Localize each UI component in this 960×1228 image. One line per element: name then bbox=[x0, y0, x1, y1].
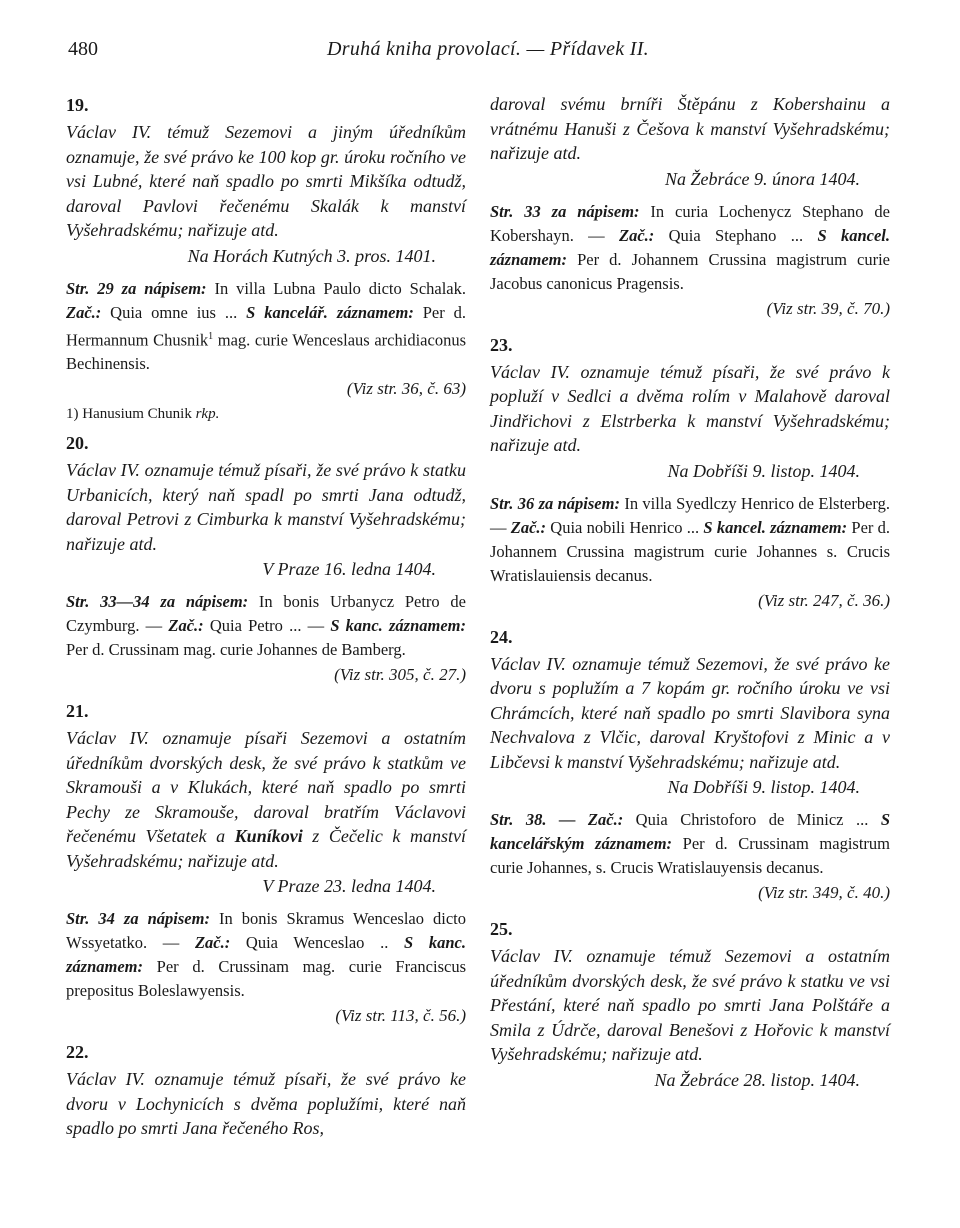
entry-place-date: Na Dobříši 9. listop. 1404. bbox=[667, 460, 860, 481]
running-title: Druhá kniha provolací. — Přídavek II. bbox=[327, 38, 649, 60]
entry-place-date: Na Žebráce 9. února 1404. bbox=[665, 168, 860, 189]
entry-text: daroval svému brníři Štěpánu z Kobershainu a vrátnému Hanuši z Češova k manství Vyšehradskému; nařizuje atd. bbox=[490, 94, 890, 163]
cross-reference: (Viz str. 349, č. 40.) bbox=[758, 883, 890, 902]
entry-place-date: V Praze 16. ledna 1404. bbox=[262, 559, 436, 579]
entry-number: 20. bbox=[66, 433, 89, 453]
left-column bbox=[66, 92, 466, 1141]
cross-reference: (Viz str. 247, č. 36.) bbox=[758, 590, 890, 610]
entry-place-date: V Praze 23. ledna 1404. bbox=[262, 876, 436, 896]
archive-note: Str. 33—34 za nápisem: In bonis Urbanycz Petro de Czymburg. — Zač.: Quia Petro ... — S kanc. záznamem: Per d. Crussinam mag. curie Johannes de Bamberg. bbox=[66, 592, 466, 659]
right-column bbox=[490, 92, 890, 1101]
entry-text: Václav IV. oznamuje témuž Sezemovi, že své právo ke dvoru s poplužím a 7 kopám gr. ročního úroku ve vsi Chrámcích, které naň spadlo po smrti Slavibora syna Nechvalova z Vlčic, daroval Kryštofovi z Minic a v Libčevsi k manství Vyšehradskému; nařizuje atd. bbox=[490, 653, 890, 772]
archive-note: Str. 38. — Zač.: Quia Christoforo de Minicz ... S kancelářským záznamem: Per d. Crussinam magistrum curie Johannes, s. Crucis Wratislauyensis decanus. bbox=[490, 810, 890, 877]
cross-reference: (Viz str. 113, č. 56.) bbox=[335, 1006, 466, 1025]
archive-note: Str. 34 za nápisem: In bonis Skramus Wenceslao dicto Wssyetatko. — Zač.: Quia Wenceslao .. S kanc. záznamem: Per d. Crussinam mag. curie Franciscus prepositus Boleslawyensis. bbox=[66, 909, 467, 1000]
entry-text: Václav IV. oznamuje témuž Sezemovi a ostatním úředníkům dvorských desk, že své právo k statku ve vsi Přestání, které naň spadlo po smrti Jana Polštáře a Smila z Údrče, daroval Benešovi z Hořovic k manství Vyšehradskému; nařizuje atd. bbox=[490, 946, 890, 1064]
entry-number: 25. bbox=[490, 919, 513, 939]
entry-number: 24. bbox=[490, 626, 513, 647]
entry-text: Václav IV. oznamuje písaři Sezemovi a ostatním úředníkům dvorských desk, že své právo k statkům ve Skramouši a v Klukách, které naň spadlo po smrti Pechy ze Skramouše, daroval bratřím Václavovi řečenému Všetatek a Kuníkovi z Čečelic k manství Vyšehradskému; nařizuje atd. bbox=[66, 728, 466, 871]
entry-number: 19. bbox=[66, 95, 89, 115]
entry-text: Václav IV. oznamuje témuž písaři, že své právo k popluží v Sedlci a dvěma rolím v Malahově daroval Jindřichovi z Elstrberka k manství Vyšehradskému; nařizuje atd. bbox=[490, 361, 890, 455]
archive-note: Str. 29 za nápisem: In villa Lubna Paulo dicto Schalak. Zač.: Quia omne ius ... S kancelář. záznamem: Per d. Hermannum Chusnik$^1$ mag. curie Wenceslaus archidiaconus Bechinensis. bbox=[66, 278, 467, 373]
entry-text: Václav IV. témuž Sezemovi a jiným úředníkům oznamuje, že své právo ke 100 kop gr. úroku ročního ve vsi Lubné, které naň spadlo po smrti Mikšíka odtudž, daroval Pavlovi řečenému Skalák k manství Vyšehradskému; nařizuje atd. bbox=[66, 122, 466, 240]
cross-reference: (Viz str. 39, č. 70.) bbox=[766, 298, 890, 318]
footnote: 1) Hanusium Chunik rkp. bbox=[66, 406, 220, 422]
cross-reference: (Viz str. 36, č. 63) bbox=[346, 379, 466, 398]
entry-number: 23. bbox=[490, 334, 513, 355]
entry-number: 22. bbox=[66, 1042, 89, 1062]
page-header bbox=[68, 38, 908, 64]
entry-place-date: Na Dobříši 9. listop. 1404. bbox=[667, 777, 860, 797]
page-number: 480 bbox=[68, 38, 98, 60]
archive-note: Str. 36 za nápisem: In villa Syedlczy Henrico de Elsterberg. — Zač.: Quia nobili Henrico ... S kancel. záznamem: Per d. Johannem Crussina magistrum curie Johannes s. Crucis Wratislauiensis decanus. bbox=[490, 493, 891, 585]
entry-number: 21. bbox=[66, 701, 89, 721]
entry-place-date: Na Žebráce 28. listop. 1404. bbox=[654, 1069, 860, 1090]
entry-text: Václav IV. oznamuje témuž písaři, že své právo k statku Urbanicích, který naň spadl po smrti Jana odtudž, daroval Petrovi z Cimburka k manství Vyšehradskému; nařizuje atd. bbox=[66, 460, 466, 554]
entry-text: Václav IV. oznamuje témuž písaři, že své právo ke dvoru v Lochynicích s dvěma poplužími, které naň spadlo po smrti Jana řečeného Ros, bbox=[66, 1069, 466, 1138]
cross-reference: (Viz str. 305, č. 27.) bbox=[334, 665, 466, 684]
entry-place-date: Na Horách Kutných 3. pros. 1401. bbox=[187, 245, 436, 266]
archive-note: Str. 33 za nápisem: In curia Lochenycz Stephano de Kobershayn. — Zač.: Quia Stephano ... S kancel. záznamem: Per d. Johannem Crussina magistrum curie Jacobus canonicus Pragensis. bbox=[490, 201, 891, 293]
